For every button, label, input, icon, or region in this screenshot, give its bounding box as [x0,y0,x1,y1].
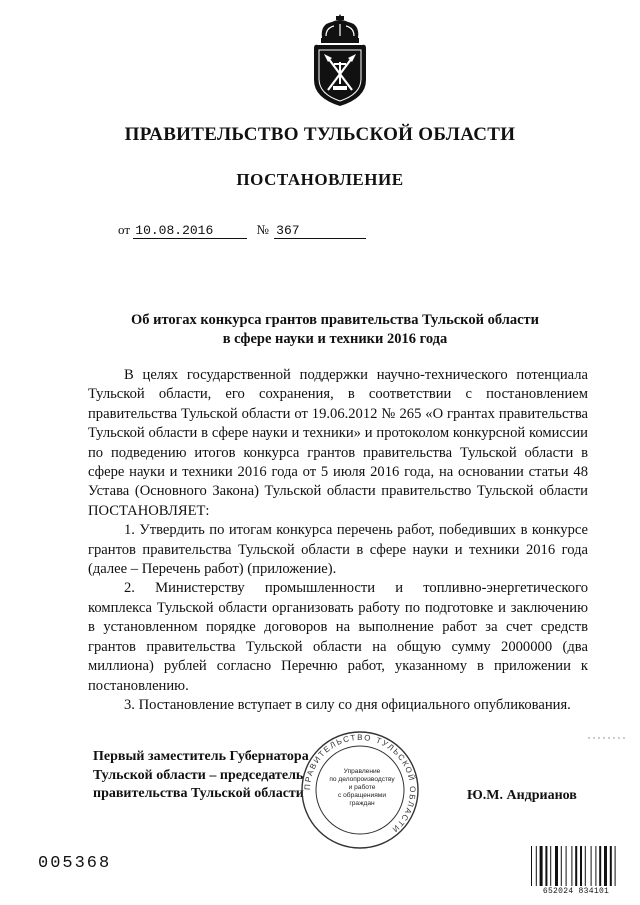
barcode-bar [595,846,596,886]
barcode-bar [545,846,547,886]
stamp-line-5: граждан [349,800,375,807]
signer-position-line-3: правительства Тульской области [93,786,304,801]
barcode-bar [550,846,551,886]
preamble-paragraph: В целях государственной поддержки научно-технического потенциала Тульской области, его сохранения, в соответствии с постановлением правительства Тульской области от 19.06.2012 № 265 «О грантах правительства Тульской области в сфере науки и техники» и протоколом конкурсной комиссии по подведению итогов конкурса грантов правительства Тульской области в сфере науки и техники 2016 года от 5 июля 2016 года, на основании статьи 48 Устава (Основного Закона) Тульской области правительство Тульской области ПОСТАНОВЛЯЕТ: [88,367,588,519]
barcode-bar [599,846,601,886]
subject-line-1: Об итогах конкурса грантов правительства Тульской области [130,312,540,328]
number-value: 367 [274,224,366,239]
barcode-bar [555,846,558,886]
barcode-bar [585,846,586,886]
clause-3-paragraph: 3. Постановление вступает в силу со дня официального опубликования. [124,696,571,713]
stamp-ring-text: ПРАВИТЕЛЬСТВО ТУЛЬСКОЙ ОБЛАСТИ [302,732,418,835]
signer-name: Ю.М. Андрианов [467,788,577,803]
serial-number: 005368 [38,854,112,873]
document-date-number [118,222,366,239]
date-value: 10.08.2016 [133,224,247,239]
barcode-bar [615,846,616,886]
barcode-bar [561,846,562,886]
barcode-bar [591,846,592,886]
tula-coat-of-arms-icon [310,14,370,108]
barcode-bar [536,846,537,886]
stamp-line-3: и работе [348,784,376,791]
stamp-inner-text [320,768,404,808]
document-subject [90,311,580,349]
signer-position-line-2: Тульской области – председатель [93,767,304,783]
document-type-title: ПОСТАНОВЛЕНИЕ [236,170,404,189]
dotted-mark [588,736,628,740]
barcode-icon [530,846,622,888]
barcode-bar [604,846,607,886]
document-body [88,366,588,715]
signer-position-line-1: Первый заместитель Губернатора [93,749,309,764]
organization-title: ПРАВИТЕЛЬСТВО ТУЛЬСКОЙ ОБЛАСТИ [124,124,516,145]
barcode-bar [575,846,577,886]
barcode-bar [540,846,543,886]
number-label: № [256,222,269,237]
stamp-line-2: по делопроизводству [329,776,395,783]
stamp-line-1: Управление [343,768,381,775]
clause-2-paragraph: 2. Министерству промышленности и топливно-энергетического комплекса Тульской области организовать работу по подготовке и заключению в установленном порядке договоров на выполнение работ за счет средств грантов правительства Тульской области на общую сумму 2000000 (два миллиона) рублей согласно Перечню работ, указанному в приложении к постановлению. [88,580,588,694]
barcode-number: 652024 834101 [542,887,610,896]
date-label: от [118,222,131,237]
barcode-bar [580,846,582,886]
barcode-bar [610,846,612,886]
barcode-bar [571,846,572,886]
stamp-line-4: с обращениями [337,792,387,799]
barcode-bar [531,846,532,886]
subject-line-2: в сфере науки и техники 2016 года [222,331,448,347]
barcode-bar [566,846,567,886]
clause-1-paragraph: 1. Утвердить по итогам конкурса перечень работ, победивших в конкурсе грантов правительства Тульской области в сфере науки и техники 2016 года (далее – Перечень работ) (приложение). [88,522,588,578]
